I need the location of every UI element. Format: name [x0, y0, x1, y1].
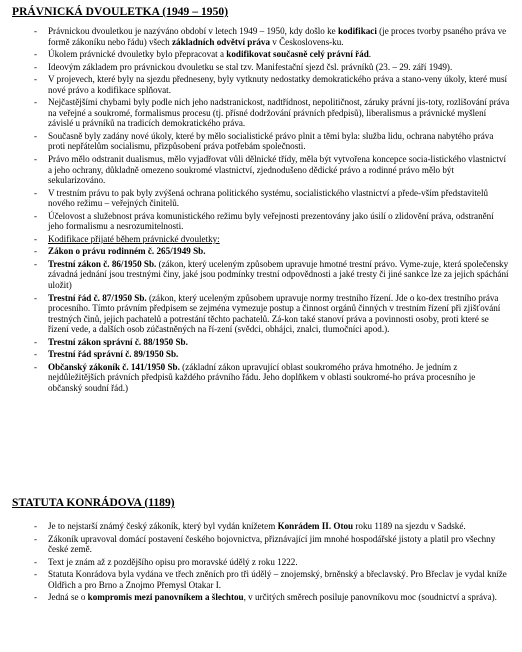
bold-text-run: kodifikaci	[337, 26, 377, 36]
bold-text-run: Trestní zákon správní č. 88/1950 Sb.	[48, 336, 188, 347]
dash-bullet-icon: -	[34, 26, 38, 36]
dash-bullet-icon: -	[34, 246, 38, 257]
text-run: Zákoník upravoval domácí postavení českého bojovnictva, přiznávající jim mnohé hospodářské jistoty a platil pro všechny české země.	[48, 533, 496, 555]
dash-bullet-icon: -	[34, 49, 38, 60]
text-run: Jedná se o	[48, 592, 88, 603]
text-run: roku 1189 na sjezdu v Sadské.	[353, 521, 466, 531]
text-run: Současně byly zadány nové úkoly, které by mělo socialistické právo plnit a těmi byla: služba lidu, ochrana nabytého práva proti nepřátelům socialismu, přizpůsobení práva potřebám společnosti.	[48, 130, 494, 152]
dash-bullet-icon: -	[34, 361, 38, 372]
dash-bullet-icon: -	[34, 569, 38, 580]
list-item	[0, 49, 522, 60]
bold-text-run: Zákon o právu rodinném č. 265/1949 Sb.	[48, 246, 206, 257]
text-run: Text je znám až z pozdějšího opisu pro moravské údělý z roku 1222.	[48, 556, 298, 567]
list-item	[0, 293, 522, 335]
dash-bullet-icon: -	[34, 210, 38, 221]
list-item	[0, 74, 522, 95]
bold-text-run: Trestní řád č. 87/1950 Sb.	[48, 292, 147, 303]
list-item	[0, 521, 522, 532]
text-run: (základní zákon upravující oblast soukromého práva hmotného. Je jedním z nejdůležitějších právních předpisů každého právního řádu. Jeho doplňkem v oblasti soukromé-ho práva procesního je občanský soudní řád.)	[48, 361, 476, 393]
text-run: Úkolem právnické dvouletky bylo přepracovat a	[48, 49, 227, 60]
dash-bullet-icon: -	[34, 349, 38, 360]
underlined-text-run: Kodifikace přijaté během právnické dvouletky:	[48, 233, 220, 244]
bold-text-run: Trestní řád správní č. 89/1950 Sb.	[48, 349, 179, 360]
list-item	[0, 557, 522, 568]
list-item	[0, 337, 522, 348]
text-run: Nejčastějšími chybami byly podle nich jeho nadstranickost, nadtřídnost, nepolitičnost, záruky právní jis-toty, rozlišování práva na veřejné a soukromé, formalismus procesu (tj. přísné dodržování právních předpisů), liberalismus a právnické myšlení závislé u právníků na tradicích demokratického práva.	[48, 97, 510, 129]
bold-text-run: Občanský zákoník č. 141/1950 Sb.	[48, 361, 180, 372]
section-list-pravnicka-dvouletka	[0, 26, 522, 396]
list-item	[0, 349, 522, 360]
bold-text-run: kodifikovat současně celý právní řád	[226, 49, 369, 60]
list-item	[0, 534, 522, 555]
section-heading-pravnicka-dvouletka: PRÁVNICKÁ DVOULETKA (1949 – 1950)	[12, 6, 229, 18]
text-run: Právnickou dvouletkou je nazýváno období v letech 1949 – 1950, kdy došlo ke	[48, 26, 338, 36]
list-item	[0, 592, 522, 603]
text-run: (zákon, který uceleným způsobem upravuje hmotné trestní právo. Vyme-zuje, která společensky závadná jednání jsou trestnými činy, jaké jsou podmínky trestní odpovědnosti a jaké tresty či jiné sankce lze za jejich spáchání uložit)	[48, 258, 509, 291]
text-run: (je proces tvorby psaného práva ve formě zákoníku nebo řádu) všech	[48, 26, 507, 47]
dash-bullet-icon: -	[34, 292, 38, 303]
dash-bullet-icon: -	[34, 336, 38, 347]
list-item	[0, 211, 522, 232]
text-run: .	[368, 49, 372, 60]
section-list-statuta-konradova	[0, 521, 522, 605]
list-item	[0, 569, 522, 590]
dash-bullet-icon: -	[34, 592, 38, 603]
dash-bullet-icon: -	[34, 233, 38, 244]
list-item	[0, 246, 522, 257]
list-item	[0, 154, 522, 186]
list-item	[0, 97, 522, 129]
list-item	[0, 188, 522, 209]
list-item	[0, 234, 522, 245]
bold-text-run: Trestní zákon č. 86/1950 Sb.	[48, 258, 157, 269]
list-item	[0, 62, 522, 73]
text-run: Ideovým základem pro právnickou dvouletku se stal tzv. Manifestační sjezd čsl. právníků (23. – 29. září 1949).	[48, 61, 453, 72]
text-run: V trestním právu to pak byly zvýšená ochrana politického systému, socialistického vlastnictví a přede-vším představitelů nového režimu – veřejných činitelů.	[48, 187, 489, 209]
list-item	[0, 259, 522, 291]
text-run: Účelovost a služebnost práva komunistického režimu byly veřejnosti prezentovány jako úsilí o zlidovění práva, odstranění jeho formalismu a nesrozumitelnosti.	[48, 210, 494, 232]
text-run: Statuta Konrádova byla vydána ve třech zněních pro tři údělý – znojemský, brněnský a břeclavský. Pro Břeclav je vydal kníže Oldřich a pro Brno a Znojmo Přemysl Otakar I.	[48, 569, 507, 590]
dash-bullet-icon: -	[34, 97, 38, 108]
section-heading-statuta-konradova: STATUTA KONRÁDOVA (1189)	[12, 497, 175, 509]
dash-bullet-icon: -	[34, 258, 38, 269]
text-run: , v určitých směrech posiluje panovníkovu moc (soudnictví a správa).	[243, 592, 497, 603]
dash-bullet-icon: -	[34, 533, 38, 544]
list-item	[0, 26, 522, 47]
dash-bullet-icon: -	[34, 187, 38, 198]
text-run: Je to nejstarší známý český zákoník, který byl vydán knížetem	[48, 521, 278, 531]
dash-bullet-icon: -	[34, 556, 38, 567]
dash-bullet-icon: -	[34, 61, 38, 72]
dash-bullet-icon: -	[34, 154, 38, 165]
text-run: Právo mělo odstranit dualismus, mělo vyjadřovat vůli dělnické třídy, měla být vytvořena koncepce socia-listického vlastnictví a jeho ochrany, důkladně omezeno soukromé vlastnictví, zjednodušeno dědické právo a rodinné právo mělo být sekularizováno.	[48, 154, 507, 186]
dash-bullet-icon: -	[34, 130, 38, 141]
text-run: (zákon, který uceleným způsobem upravuje normy trestního řízení. Jde o ko-dex trestního práva procesního. Tímto právním předpisem se zejména vymezuje postup a činnost orgánů činných v trestním řízení při zjišťování trestných činů, jejich pachatelů a potrestání těchto pachatelů. Zá-kon také stanoví práva a povinnosti osoby, proti které se řízení vede, a dalších osob zúčastněných na ří-zení (svědci, obhájci, znalci, tlumočníci apod.).	[48, 292, 501, 335]
list-item	[0, 131, 522, 152]
list-item	[0, 362, 522, 394]
bold-text-run: základních odvětví práva	[171, 36, 271, 47]
dash-bullet-icon: -	[34, 521, 38, 531]
bold-text-run: Konrádem II. Otou	[277, 521, 354, 531]
bold-text-run: kompromis mezi panovníkem a šlechtou	[87, 592, 244, 603]
text-run: V projevech, které byly na sjezdu předneseny, byly vytknuty nedostatky demokratického práva a stano-veny úkoly, které musí nové právo a kodifikace splňovat.	[48, 74, 508, 95]
dash-bullet-icon: -	[34, 74, 38, 85]
text-run: v Českoslovens-ku.	[270, 36, 344, 47]
